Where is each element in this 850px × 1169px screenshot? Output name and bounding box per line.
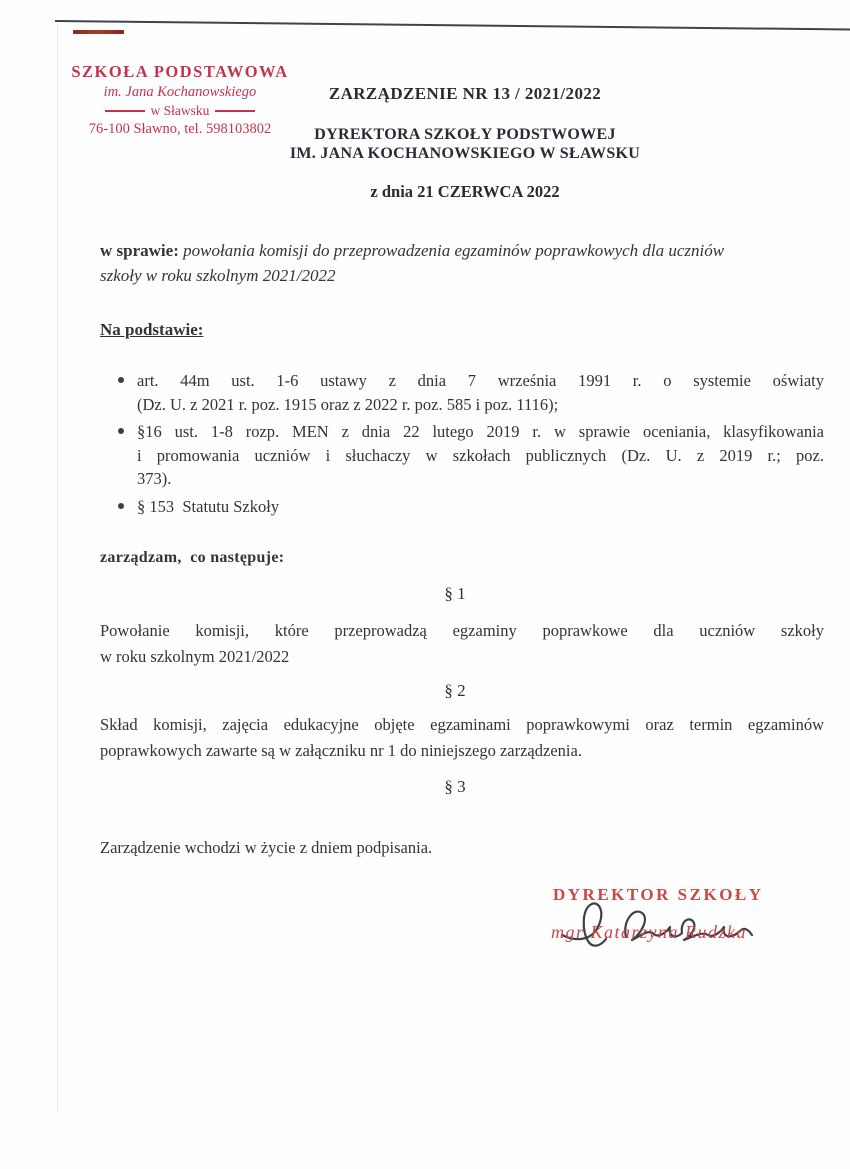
section-2-number: § 2	[444, 681, 466, 700]
list-item-line: §16 ust. 1-8 rozp. MEN z dnia 22 lutego 2019 r. w sprawie oceniania, klasyfikowania	[137, 422, 824, 441]
section-line: poprawkowych zawarte są w załączniku nr 1 do niniejszego zarządzenia.	[100, 741, 582, 760]
subject-label: w sprawie:	[100, 241, 179, 260]
list-item-text	[137, 369, 824, 416]
issuer-line-2: IM. JANA KOCHANOWSKIEGO W SŁAWSKU	[289, 145, 641, 162]
closing-clause: Zarządzenie wchodzi w życie z dniem podpisania.	[100, 838, 433, 857]
stamp-patron: im. Jana Kochanowskiego	[103, 84, 257, 100]
document-title: ZARZĄDZENIE NR 13 / 2021/2022	[328, 84, 602, 103]
stamp-town: w Sławsku	[150, 103, 210, 118]
subject-paragraph	[100, 238, 824, 288]
section-1-number: § 1	[444, 584, 466, 603]
section-line: Skład komisji, zajęcia edukacyjne objęte egzaminami poprawkowymi oraz termin egzaminów	[100, 715, 824, 734]
bullet-icon	[118, 428, 128, 434]
section-2-body	[100, 712, 824, 764]
list-item	[118, 420, 824, 491]
legal-basis-heading: Na podstawie:	[100, 320, 204, 339]
section-1-body	[100, 618, 824, 670]
bullet-icon	[118, 503, 128, 509]
list-item-line: § 153 Statutu Szkoły	[137, 496, 280, 516]
list-item-line: art. 44m ust. 1-6 ustawy z dnia 7 września 1991 r. o systemie oświaty	[137, 371, 824, 390]
scan-fold-line	[57, 22, 58, 1112]
list-item-text	[137, 420, 824, 491]
list-item	[118, 369, 824, 416]
list-item-line: 373).	[137, 469, 172, 488]
order-intro: zarządzam, co następuje:	[100, 549, 285, 566]
subject-line-2: szkoły w roku szkolnym 2021/2022	[100, 266, 336, 285]
stamp-address: 76-100 Sławno, tel. 598103802	[88, 121, 272, 137]
section-line: Powołanie komisji, które przeprowadzą egzaminy poprawkowe dla uczniów szkoły	[100, 621, 824, 640]
bullet-icon	[118, 377, 128, 383]
list-item-line: (Dz. U. z 2021 r. poz. 1915 oraz z 2022 r. poz. 585 i poz. 1116);	[137, 394, 559, 414]
list-item-text	[137, 495, 824, 519]
signature-name: mgr Katarzyna Rudzka	[551, 922, 747, 942]
section-3-number: § 3	[444, 777, 466, 796]
subject-line-1	[100, 238, 824, 263]
subject-text: powołania komisji do przeprowadzenia egzaminów poprawkowych dla uczniów	[178, 241, 725, 260]
signature-title: DYREKTOR SZKOŁY	[553, 885, 764, 904]
list-item	[118, 495, 824, 519]
issuer-line-1: DYREKTORA SZKOŁY PODSTWOWEJ	[314, 126, 616, 143]
scan-edge-line	[0, 0, 850, 40]
scan-red-mark	[73, 30, 124, 34]
legal-basis-list	[118, 369, 824, 522]
stamp-school-name: SZKOŁA PODSTAWOWA	[71, 62, 289, 81]
document-date: z dnia 21 CZERWCA 2022	[370, 182, 560, 201]
section-line: w roku szkolnym 2021/2022	[100, 647, 290, 666]
document-header	[100, 84, 830, 202]
list-item-line: i promowania uczniów i słuchaczy w szkołach publicznych (Dz. U. z 2019 r.; poz.	[137, 445, 824, 465]
